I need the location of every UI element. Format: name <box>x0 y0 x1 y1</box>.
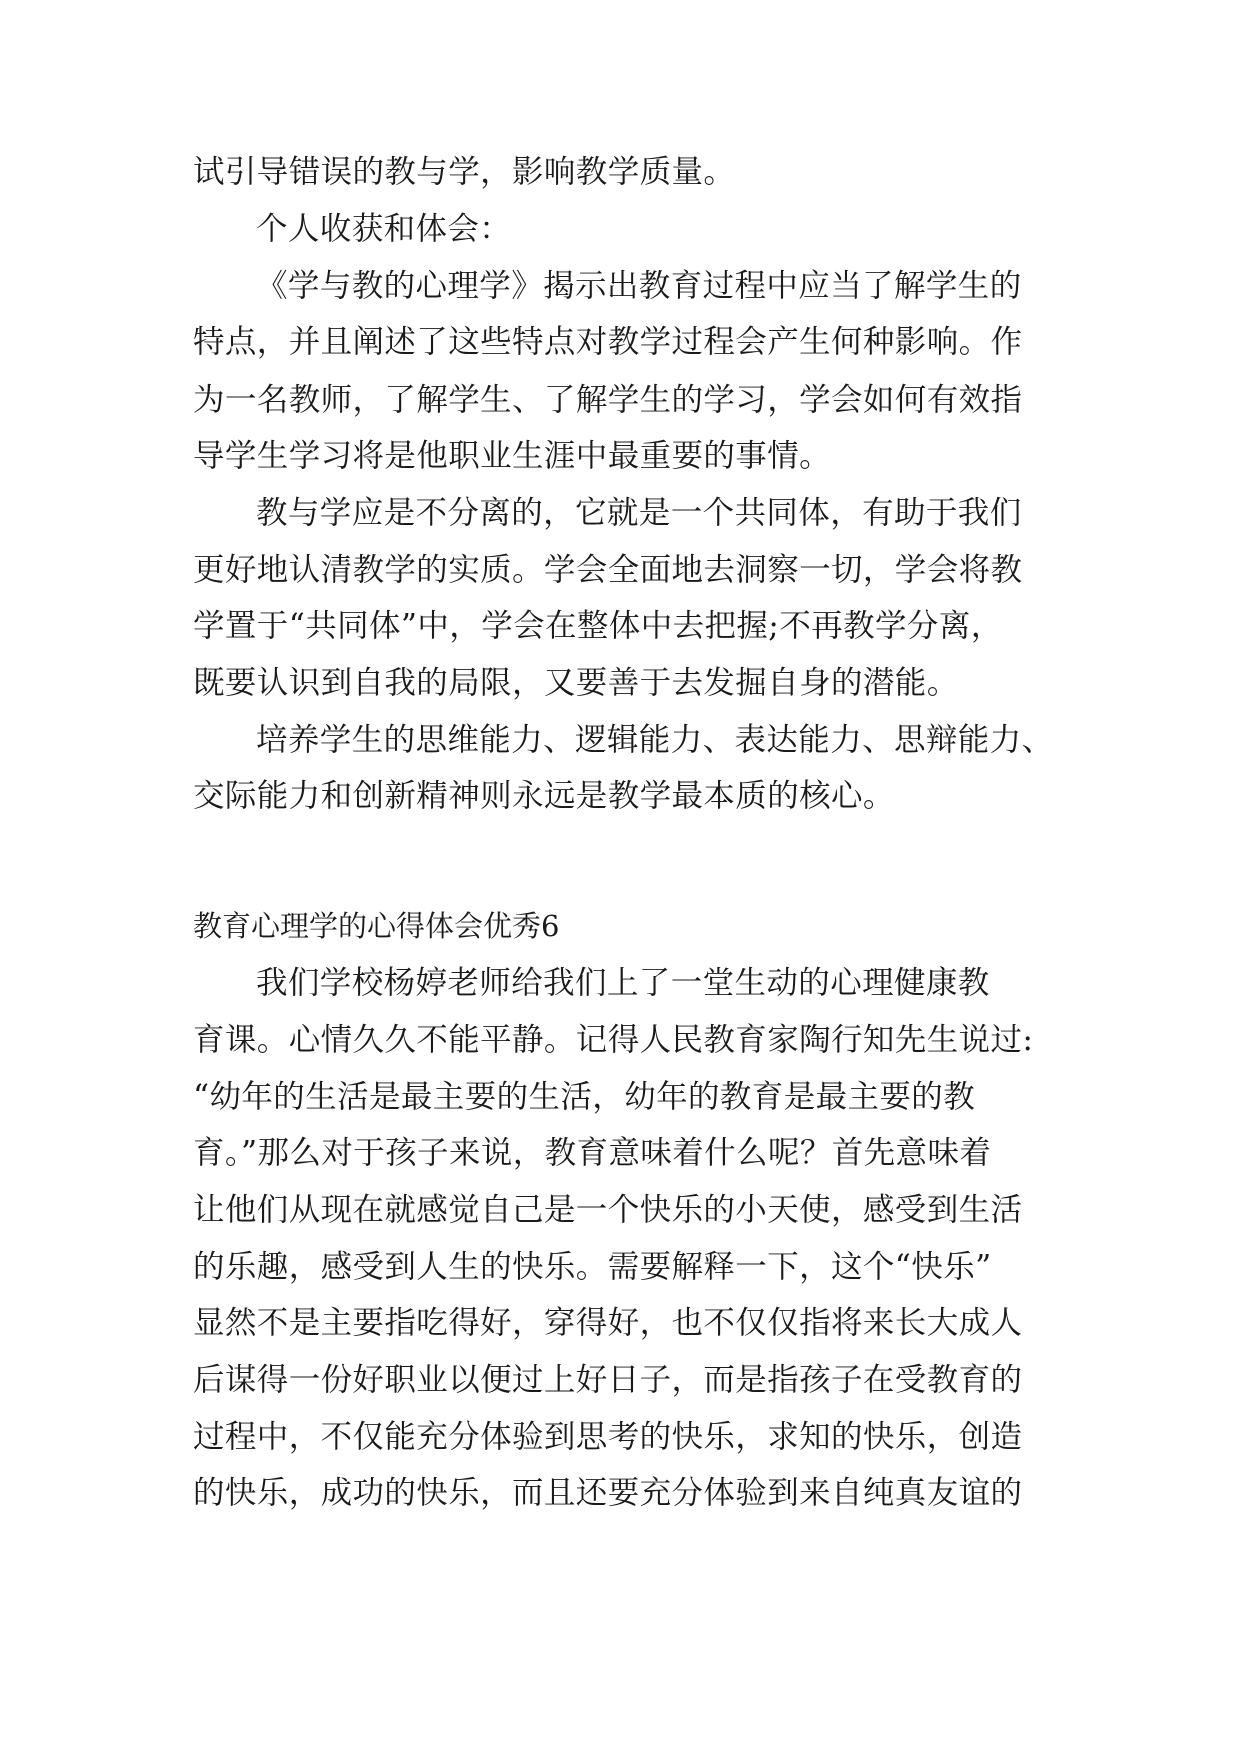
paragraph-line: 为一名教师，了解学生、了解学生的学习，学会如何有效指 <box>193 382 1023 418</box>
paragraph-line: 育课。心情久久不能平静。记得人民教育家陶行知先生说过: <box>193 1022 1034 1058</box>
paragraph-line: 导学生学习将是他职业生涯中最重要的事情。 <box>193 438 832 474</box>
paragraph-line: 我们学校杨婷老师给我们上了一堂生动的心理健康教 <box>256 965 990 1001</box>
paragraph-line: 《学与教的心理学》揭示出教育过程中应当了解学生的 <box>256 268 1022 304</box>
section-heading: 教育心理学的心得体会优秀6 <box>193 909 560 943</box>
paragraph-line: 特点，并且阐述了这些特点对教学过程会产生何种影响。作 <box>193 324 1023 360</box>
paragraph-line: 的快乐，成功的快乐，而且还要充分体验到来自纯真友谊的 <box>193 1475 1023 1511</box>
paragraph-line: 教与学应是不分离的，它就是一个共同体，有助于我们 <box>256 495 1022 531</box>
paragraph-line: 试引导错误的教与学，影响教学质量。 <box>193 154 736 190</box>
paragraph-line: 过程中，不仅能充分体验到思考的快乐，求知的快乐，创造 <box>193 1419 1023 1455</box>
paragraph-line: “幼年的生活是最主要的生活，幼年的教育是最主要的教 <box>193 1079 976 1115</box>
paragraph-line: 更好地认清教学的实质。学会全面地去洞察一切，学会将教 <box>193 552 1023 588</box>
paragraph-line: 的乐趣，感受到人生的快乐。需要解释一下，这个“快乐” <box>193 1249 992 1285</box>
subheading: 个人收获和体会： <box>256 211 512 247</box>
paragraph-line: 后谋得一份好职业以便过上好日子，而是指孩子在受教育的 <box>193 1362 1023 1398</box>
paragraph-line: 学置于“共同体”中，学会在整体中去把握;不再教学分离， <box>193 608 1003 644</box>
paragraph-line: 培养学生的思维能力、逻辑能力、表达能力、思辩能力、 <box>256 722 1054 758</box>
paragraph-line: 既要认识到自我的局限，又要善于去发掘自身的潜能。 <box>193 665 959 701</box>
paragraph-line: 让他们从现在就感觉自己是一个快乐的小天使，感受到生活 <box>193 1192 1023 1228</box>
paragraph-line: 交际能力和创新精神则永远是教学最本质的核心。 <box>193 778 895 814</box>
paragraph-line: 育。”那么对于孩子来说，教育意味着什么呢？首先意味着 <box>193 1135 992 1171</box>
paragraph-line: 显然不是主要指吃得好，穿得好，也不仅仅指将来长大成人 <box>193 1305 1023 1341</box>
